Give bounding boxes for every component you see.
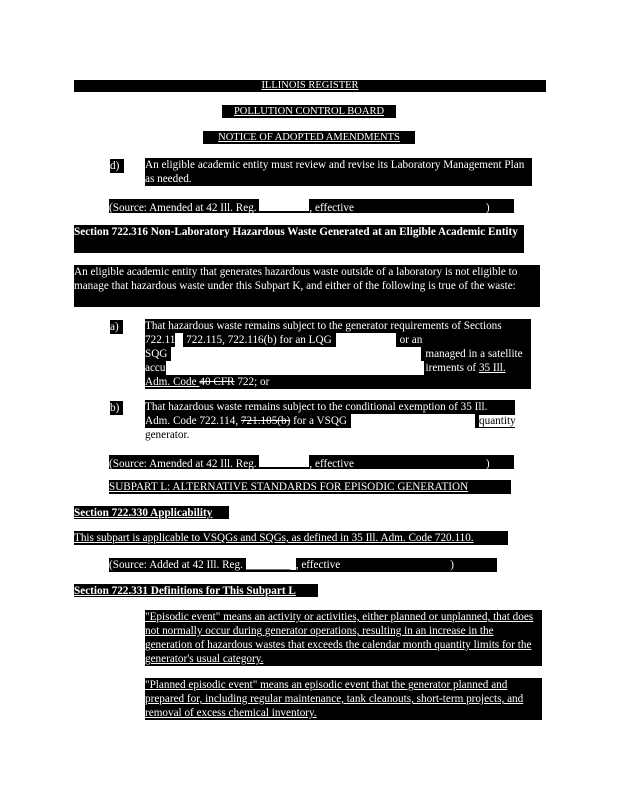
definition-planned-episodic-event: "Planned episodic event" means an episodic event that the generator planned and prepared for, including regular maintenance, tank cleanouts, short-term projects, and removal of excess chemical inventory. xyxy=(145,678,542,720)
subpart-l-heading: SUBPART L: ALTERNATIVE STANDARDS FOR EPISODIC GENERATION xyxy=(109,480,511,494)
definition-episodic-event: "Episodic event" means an activity or activities, either planned or unplanned, that does not normally occur during generator operations, resulting in an increase in the generation of hazardous wastes that exceeds the calendar month quantity limits for the generator's usual category. xyxy=(145,610,542,666)
section-331-title: Section 722.331 Definitions for This Subpart L xyxy=(74,584,318,597)
notice-title: NOTICE OF ADOPTED AMENDMENTS xyxy=(203,131,415,144)
source-note-1: (Source: Amended at 42 Ill. Reg. , effective ) xyxy=(109,199,514,213)
item-a-text: That hazardous waste remains subject to the generator requirements of Sections 722.11 722.115, 722.116(b) for an LQG or an SQG managed in a satellite accu irements of 35 Ill. Adm. Code 40 CFR 722; or xyxy=(145,319,531,389)
section-330-title: Section 722.330 Applicability xyxy=(74,506,229,519)
source-note-3: (Source: Added at 42 Ill. Reg. ________ , effective ) xyxy=(109,558,497,572)
source-note-2: (Source: Amended at 42 Ill. Reg. , effective ) xyxy=(109,455,514,469)
board-name: POLLUTION CONTROL BOARD xyxy=(222,105,396,118)
item-d-letter: d) xyxy=(110,159,124,173)
section-330-text: This subpart is applicable to VSQGs and SQGs, as defined in 35 Ill. Adm. Code 720.110. xyxy=(74,531,508,545)
register-header: ILLINOIS REGISTER xyxy=(74,80,546,92)
section-316-intro: An eligible academic entity that generates hazardous waste outside of a laboratory is not eligible to manage that hazardous waste under this Subpart K, and either of the following is true of the waste: xyxy=(74,265,540,307)
item-b-text: That hazardous waste remains subject to the conditional exemption of 35 Ill. Adm. Code 722.114, 721.105(b) for a VSQG quantity xyxy=(145,401,516,427)
item-d-text: An eligible academic entity must review and revise its Laboratory Management Plan as needed. xyxy=(145,158,532,186)
item-b-text-line3: generator. xyxy=(145,429,190,441)
section-316-title: Section 722.316 Non-Laboratory Hazardous Waste Generated at an Eligible Academic Entity xyxy=(74,225,524,253)
item-a-letter: a) xyxy=(110,320,123,334)
item-b-letter: b) xyxy=(110,401,123,415)
